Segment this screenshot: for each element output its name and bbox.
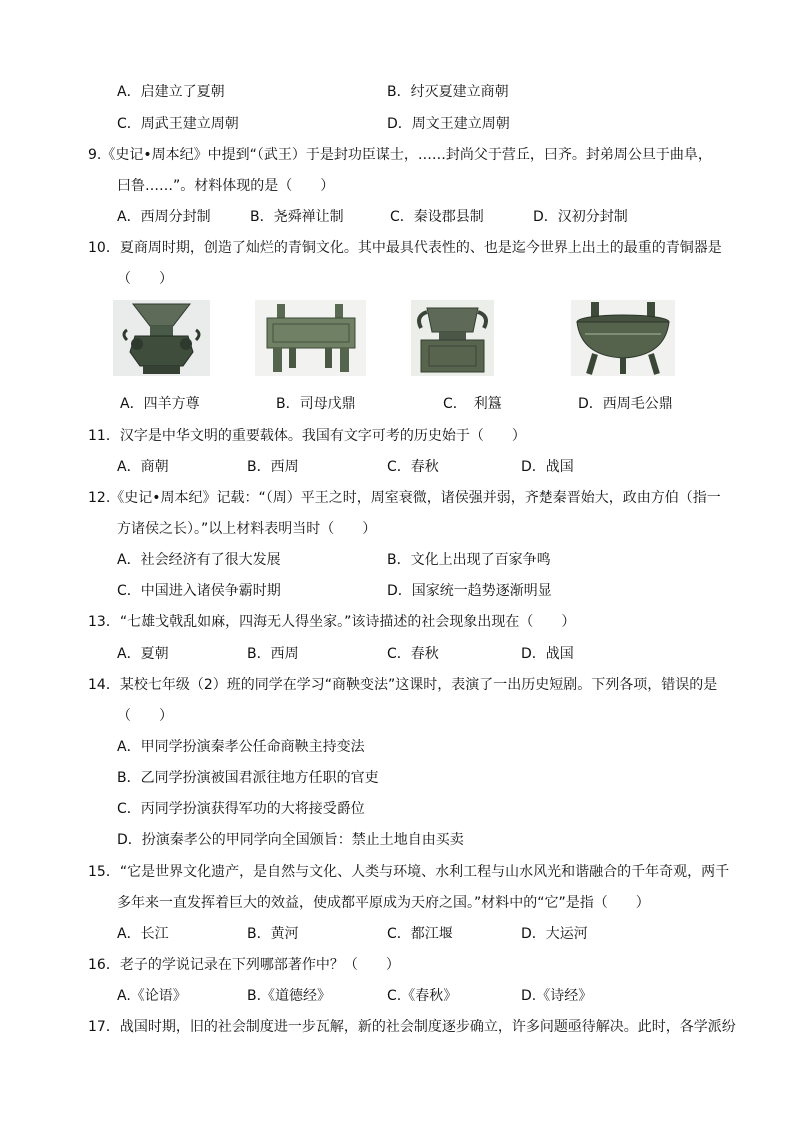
q9-stem-line1: 9.《史记•周本纪》中提到“（武王）于是封功臣谋士，……封尚父于营丘，曰齐。封弟周公旦于曲阜， [88, 147, 712, 163]
q12-option-b: B．文化上出现了百家争鸣 [387, 552, 551, 568]
q16-option-a: A.《论语》 [117, 988, 187, 1004]
q10-stem-line1: 10．夏商周时期，创造了灿烂的青铜文化。其中最具代表性的、也是迄今世界上出土的最重的青铜器是 [88, 240, 722, 256]
q14-stem-line1: 14．某校七年级（2）班的同学在学习“商鞅变法”这课时，表演了一出历史短剧。下列各项，错误的是 [88, 677, 718, 693]
q14-option-d: D．扮演秦孝公的甲同学向全国颁旨：禁止土地自由买卖 [117, 832, 464, 848]
q12-stem-line1: 12.《史记•周本纪》记载：“（周）平王之时，周室衰微，诸侯强并弱，齐楚秦晋始大，政由方伯（指一 [88, 490, 721, 506]
q12-option-c: C．中国进入诸侯争霸时期 [117, 583, 281, 599]
q16-stem: 16．老子的学说记录在下列哪部著作中？（ ） [88, 957, 400, 973]
q8-option-d: D．周文王建立周朝 [387, 116, 510, 132]
q11-option-b: B．西周 [247, 459, 299, 475]
q14-option-c: C．丙同学扮演获得军功的大将接受爵位 [117, 801, 365, 817]
q13-option-b: B．西周 [247, 646, 299, 662]
four-ram-square-zun-image [113, 300, 210, 376]
q8-option-c: C．周武王建立周朝 [117, 116, 239, 132]
q8-option-b: B．纣灭夏建立商朝 [387, 84, 509, 100]
q10-caption-c: C． 利簋 [443, 396, 502, 412]
q15-option-d: D．大运河 [521, 926, 588, 942]
q10-caption-a: A．四羊方尊 [120, 396, 200, 412]
q16-option-d: D.《诗经》 [521, 988, 593, 1004]
q12-option-a: A．社会经济有了很大发展 [117, 552, 281, 568]
q13-option-c: C．春秋 [387, 646, 439, 662]
q16-option-b: B.《道德经》 [247, 988, 332, 1004]
q8-option-a: A．启建立了夏朝 [117, 84, 225, 100]
q16-option-c: C.《春秋》 [387, 988, 458, 1004]
q13-stem: 13．“七雄戈戟乱如麻，四海无人得坐家。”该诗描述的社会现象出现在（ ） [88, 614, 576, 630]
q9-option-d: D．汉初分封制 [533, 209, 628, 225]
q15-option-b: B．黄河 [247, 926, 299, 942]
q10-stem-line2: （ ） [117, 271, 173, 287]
q11-stem: 11．汉字是中华文明的重要载体。我国有文字可考的历史始于（ ） [88, 428, 526, 444]
simuwu-ding-image [255, 300, 366, 376]
q15-option-a: A．长江 [117, 926, 169, 942]
q12-option-d: D．国家统一趋势逐渐明显 [387, 583, 552, 599]
q14-stem-line2: （ ） [117, 708, 173, 724]
q12-stem-line2: 方诸侯之长）。”以上材料表明当时（ ） [117, 521, 377, 537]
q13-option-d: D．战国 [521, 646, 574, 662]
maogong-ding-image [571, 300, 675, 376]
li-gui-image [411, 300, 494, 376]
q11-option-d: D．战国 [521, 459, 574, 475]
q9-option-b: B．尧舜禅让制 [250, 209, 344, 225]
q15-stem-line2: 多年来一直发挥着巨大的效益，使成都平原成为天府之国。”材料中的“它”是指（ ） [117, 895, 650, 911]
q13-option-a: A．夏朝 [117, 646, 169, 662]
q10-caption-d: D．西周毛公鼎 [578, 396, 673, 412]
q9-stem-line2: 曰鲁……”。材料体现的是（ ） [117, 178, 335, 194]
q14-option-b: B．乙同学扮演被国君派往地方任职的官吏 [117, 770, 379, 786]
q15-option-c: C．都江堰 [387, 926, 453, 942]
q9-option-a: A．西周分封制 [117, 209, 211, 225]
q9-option-c: C．秦设郡县制 [390, 209, 484, 225]
q17-stem-line1: 17．战国时期，旧的社会制度进一步瓦解，新的社会制度逐步确立，许多问题亟待解决。此时，各学派纷 [88, 1019, 736, 1035]
q14-option-a: A．甲同学扮演秦孝公任命商鞅主持变法 [117, 739, 365, 755]
q11-option-a: A．商朝 [117, 459, 169, 475]
q10-caption-b: B．司母戊鼎 [276, 396, 356, 412]
q15-stem-line1: 15．“它是世界文化遗产，是自然与文化、人类与环境、水利工程与山水风光和谐融合的千年奇观，两千 [88, 864, 730, 880]
q11-option-c: C．春秋 [387, 459, 439, 475]
